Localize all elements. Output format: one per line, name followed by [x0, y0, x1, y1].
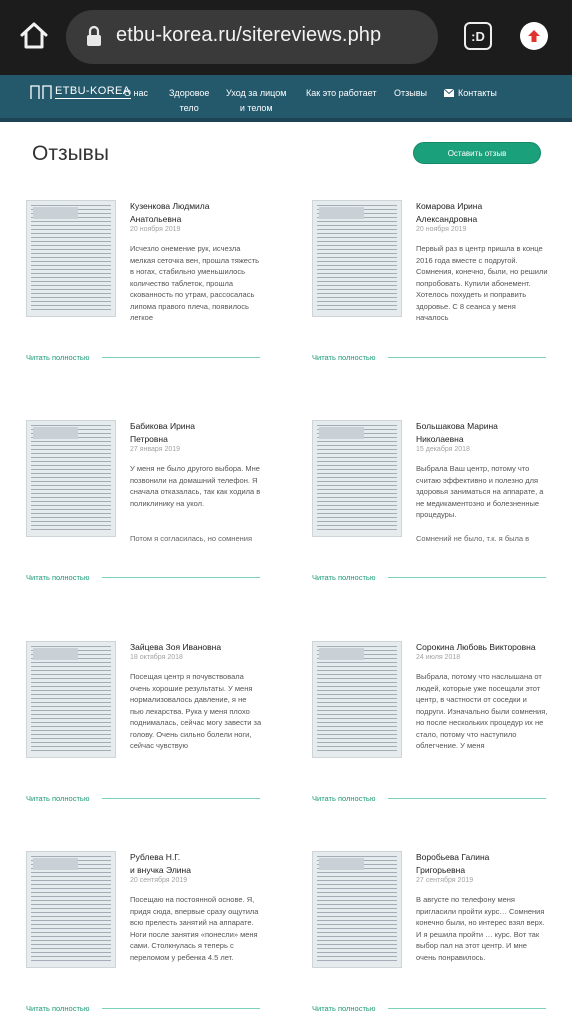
url-text: etbu-korea.ru/sitereviews.php [116, 24, 382, 46]
mail-icon [444, 89, 454, 97]
address-bar[interactable] [66, 10, 438, 64]
review-author: Кузенкова Людмила Анатольевна [130, 201, 210, 224]
read-more-divider [102, 798, 260, 799]
review-author: Сорокина Любовь Викторовна [416, 642, 536, 652]
nav-item-how-it-works[interactable]: Как это работает [306, 88, 377, 98]
review-excerpt: Исчезло онемение рук, исчезла мелкая сеточка вен, прошла тяжесть в ногах, стабильно уменьшилось количество таблеток, прошла скованность по утрам, рассосалась липома правого плеча, появилось легкое [130, 244, 260, 322]
review-excerpt-continued: Сомнений не было, т.к. я была в [416, 534, 530, 543]
review-letter-image[interactable] [26, 420, 116, 537]
review-author: Рублева Н.Г. и внучка Элина [130, 852, 191, 875]
read-more-link[interactable]: Читать полностью [312, 353, 376, 362]
update-arrow-icon[interactable] [520, 22, 548, 50]
read-more-link[interactable]: Читать полностью [26, 794, 90, 803]
review-letter-image[interactable] [26, 641, 116, 758]
read-more-link[interactable]: Читать полностью [312, 1004, 376, 1013]
review-letter-image[interactable] [312, 851, 402, 968]
review-excerpt: В августе по телефону меня пригласили пройти курс… Сомнения конечно были, но интерес взял верх. И я решила пройти … курс. Вот так выбор пал на этот центр. И мне очень понравилось. [416, 895, 545, 962]
home-icon[interactable] [18, 20, 50, 52]
nav-item-about[interactable]: О нас [124, 88, 148, 98]
review-excerpt: У меня не было другого выбора. Мне позвонили на домашний телефон. Я сначала отказалась, так как ходила в поликлинику на укол. [130, 464, 261, 508]
read-more-link[interactable]: Читать полностью [26, 1004, 90, 1013]
read-more-link[interactable]: Читать полностью [26, 573, 90, 582]
review-letter-image[interactable] [312, 200, 402, 317]
review-card [26, 420, 276, 620]
read-more-link[interactable]: Читать полностью [26, 353, 90, 362]
review-card [312, 420, 562, 620]
review-date: 20 сентября 2019 [130, 877, 188, 884]
browser-toolbar [0, 0, 572, 75]
read-more-divider [388, 357, 546, 358]
review-author: Зайцева Зоя Ивановна [130, 642, 222, 652]
review-card [312, 851, 562, 1024]
review-letter-image[interactable] [26, 851, 116, 968]
read-more-divider [102, 357, 260, 358]
read-more-divider [102, 577, 260, 578]
review-card [312, 200, 562, 400]
review-excerpt: Посещаю на постоянной основе. Я, придя сюда, впервые сразу ощутила всю прелесть занятий на аппарате. Ноги после занятия «понесли» меня сами. Столкнулась я теперь с переломом у ребенка 4.5 лет. [130, 895, 259, 962]
read-more-divider [388, 1008, 546, 1009]
nav-divider [0, 118, 572, 122]
page-title: Отзывы [32, 142, 109, 165]
review-card [312, 641, 562, 841]
review-date: 15 декабря 2018 [416, 446, 470, 453]
read-more-link[interactable]: Читать полностью [312, 573, 376, 582]
review-card [26, 851, 276, 1024]
lock-icon [86, 25, 102, 47]
nav-item-reviews[interactable]: Отзывы [394, 88, 427, 98]
logo-text: ETBU-KOREA [55, 85, 131, 97]
nav-item-face-body-care[interactable]: Уход за лицом и телом [226, 88, 287, 113]
review-author: Бабикова Ирина Петровна [130, 421, 195, 444]
review-date: 27 января 2019 [130, 446, 181, 453]
logo-mark-icon [30, 84, 52, 100]
review-author: Комарова Ирина Александровна [416, 201, 483, 224]
review-letter-image[interactable] [26, 200, 116, 317]
read-more-divider [388, 798, 546, 799]
review-excerpt: Первый раз в центр пришла в конце 2016 года вместе с подругой. Сомнения, конечно, были, но решили попробовать. Купили абонемент. Хотелось похудеть и поправить здоровье. С 8 сеанса у меня началось [416, 244, 548, 322]
review-author: Большакова Марина Николаевна [416, 421, 498, 444]
review-letter-image[interactable] [312, 420, 402, 537]
review-date: 20 ноября 2019 [416, 226, 467, 233]
nav-item-healthy-body[interactable]: Здоровое тело [169, 88, 210, 113]
review-card [26, 200, 276, 400]
review-date: 20 ноября 2019 [130, 226, 181, 233]
read-more-link[interactable]: Читать полностью [312, 794, 376, 803]
read-more-divider [102, 1008, 260, 1009]
leave-review-button[interactable]: Оставить отзыв [413, 142, 541, 164]
review-date: 24 июля 2018 [416, 654, 461, 661]
review-letter-image[interactable] [312, 641, 402, 758]
site-navigation [0, 75, 572, 120]
review-excerpt-continued: Потом я согласилась, но сомнения [130, 534, 253, 543]
review-excerpt: Выбрала, потому что наслышана от людей, которые уже посещали этот центр, в частности от соседки и подруги. Изначально были сомнения, но после нескольких процедур их не стало, потому что наступило облегчение. У меня [416, 672, 548, 750]
nav-item-contacts[interactable]: Контакты [444, 86, 497, 101]
tab-switcher-button[interactable]: :D [464, 22, 492, 50]
review-date: 18 октября 2018 [130, 654, 183, 661]
review-author: Воробьева Галина Григорьевна [416, 852, 490, 875]
review-excerpt: Выбрала Ваш центр, потому что считаю эффективно и полезно для здоровья заниматься на аппарате, а не медикаментозно и болезненные процедуры. [416, 464, 544, 519]
read-more-divider [388, 577, 546, 578]
review-date: 27 сентября 2019 [416, 877, 474, 884]
site-logo[interactable] [30, 84, 131, 100]
review-card [26, 641, 276, 841]
review-excerpt: Посещая центр я почувствовала очень хорошие результаты. У меня нормализовалось давление, я не пью лекарства. Рука у меня плохо поднималась, сейчас могу завести за голову. Очень сильно болели ноги, сейчас чувствую [130, 672, 262, 750]
